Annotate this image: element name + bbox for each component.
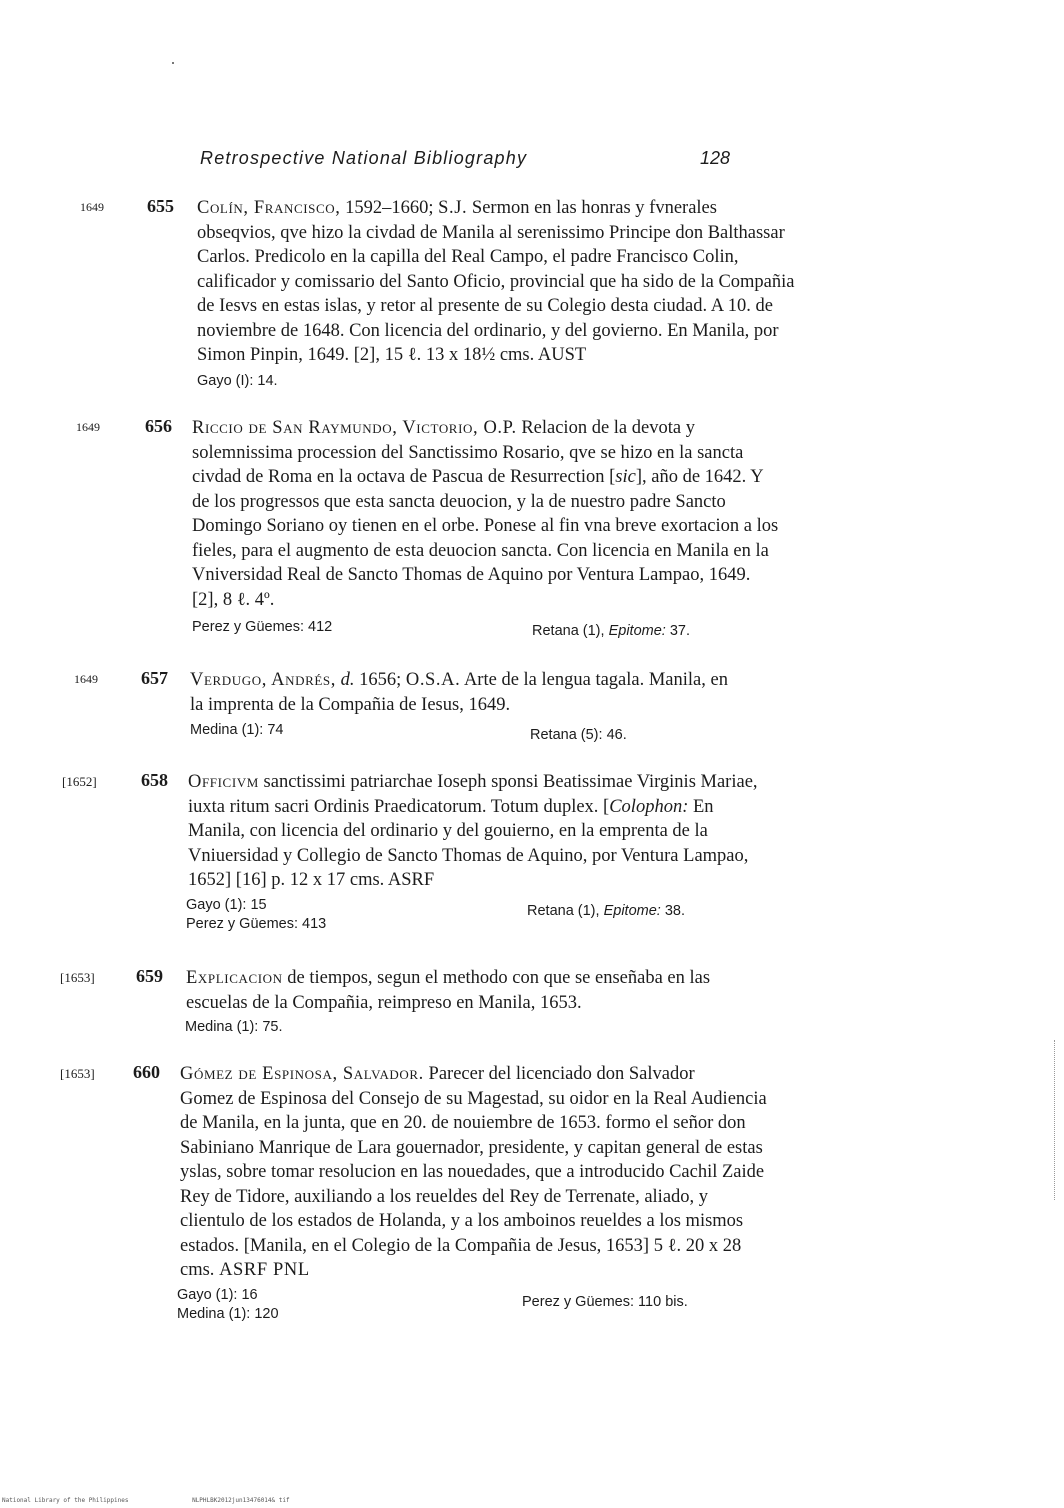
citation-line: Manila, con licencia del ordinario y del gouierno, en la emprenta de la	[188, 821, 708, 841]
citation-line: de Manila, en la junta, que en 20. de nouiembre de 1653. formo el señor don	[180, 1113, 746, 1133]
entry-citation	[180, 1062, 840, 1283]
entry-references	[192, 618, 332, 637]
entry-year: [1652]	[62, 774, 97, 789]
running-header-title: Retrospective National Bibliography	[200, 148, 528, 168]
entry-references-right	[527, 902, 685, 921]
entry-year: [1653]	[60, 970, 95, 985]
entry-references-right	[532, 622, 690, 641]
reference-right: Perez y Güemes: 110 bis.	[522, 1294, 688, 1310]
citation-line: Gomez de Espinosa del Consejo de su Magestad, su oidor en la Real Audiencia	[180, 1088, 767, 1109]
footer-library: National Library of the Philippines	[2, 1497, 129, 1504]
reference-left: Perez y Güemes: 413	[186, 916, 327, 932]
entry-references	[185, 1018, 283, 1037]
citation-line: de los progressos que esta sancta deuocion, y la de nuestro padre Sancto	[192, 491, 726, 512]
citation-line: calificador y comissario del Santo Oficio, provincial que ha sido de la Compañia	[197, 271, 795, 292]
reference-left: Gayo (1): 16	[177, 1287, 258, 1303]
reference-right: Retana (1), Epitome: 37.	[532, 623, 690, 639]
entry-year: 1649	[80, 200, 104, 214]
entry-references-right	[530, 726, 627, 745]
reference-left: Medina (1): 74	[190, 722, 284, 738]
citation-line: Gómez de Espinosa, Salvador. Parecer del licenciado don Salvador	[180, 1064, 695, 1084]
citation-line: estados. [Manila, en el Colegio de la Compañia de Jesus, 1653] 5 ℓ. 20 x 28	[180, 1235, 742, 1256]
reference-left: Gayo (I): 14.	[197, 373, 278, 389]
citation-line: noviembre de 1648. Con licencia del ordinario, y del govierno. En Manila, por	[197, 320, 779, 341]
scan-footer	[2, 1497, 350, 1504]
entry-citation	[186, 966, 846, 1015]
entry-references	[197, 372, 278, 391]
entry-year: 1649	[76, 420, 100, 434]
entry-references-right	[522, 1293, 688, 1312]
entry-references	[177, 1286, 279, 1324]
citation-line: Verdugo, Andrés, d. 1656; O.S.A. Arte de la lengua tagala. Manila, en	[190, 670, 728, 690]
entry-number: 658	[141, 770, 168, 790]
citation-line: Rey de Tidore, auxiliando a los reueldes del Rey de Terrenate, aliado, y	[180, 1186, 709, 1207]
reference-left: Medina (1): 75.	[185, 1019, 283, 1035]
citation-line: iuxta ritum sacri Ordinis Praedicatorum. Totum duplex. [Colophon: En	[188, 796, 714, 817]
scan-margin-marks	[1054, 1040, 1056, 1200]
citation-line: Domingo Soriano oy tienen en el orbe. Ponese al fin vna breve exortacion a los	[192, 516, 779, 536]
reference-left: Perez y Güemes: 412	[192, 619, 333, 635]
citation-line: de Iesvs en estas islas, y retor al presente de su Colegio desta ciudad. A 10. de	[197, 296, 773, 316]
entry-number: 655	[147, 196, 174, 216]
citation-line: Vniversidad Real de Sancto Thomas de Aquino por Ventura Lampao, 1649.	[192, 565, 751, 585]
entry-citation	[188, 770, 848, 893]
citation-line: Riccio de San Raymundo, Victorio, O.P. Relacion de la devota y	[192, 418, 695, 438]
citation-line: la imprenta de la Compañia de Iesus, 1649.	[190, 694, 511, 715]
citation-line: Sabiniano Manrique de Lara gouernador, presidente, y capitan general de estas	[180, 1137, 763, 1158]
footer-file-id: NLPHLBK2012jun13476014& tif	[192, 1497, 290, 1504]
citation-line: yslas, sobre tomar resolucion en las nouedades, que a introducido Cachil Zaide	[180, 1162, 765, 1182]
citation-line: fieles, para el augmento de esta deuocion sancta. Con licencia en Manila en la	[192, 540, 769, 561]
page-number: 128	[700, 148, 731, 168]
citation-line: Colín, Francisco, 1592–1660; S.J. Sermon en las honras y fvnerales	[197, 198, 717, 218]
reference-right: Retana (5): 46.	[530, 727, 627, 743]
entry-number: 657	[141, 668, 168, 688]
reference-left: Gayo (1): 15	[186, 897, 267, 913]
entry-number: 659	[136, 966, 163, 986]
citation-line: 1652] [16] p. 12 x 17 cms. ASRF	[188, 870, 435, 890]
entry-year: 1649	[74, 672, 98, 686]
entry-year: [1653]	[60, 1066, 95, 1081]
citation-line: obseqvios, qve hizo la civdad de Manila al serenissimo Principe don Balthassar	[197, 222, 785, 243]
citation-line: Simon Pinpin, 1649. [2], 15 ℓ. 13 x 18½ cms. AUST	[197, 345, 587, 365]
citation-line: Explicacion de tiempos, segun el methodo con que se enseñaba en las	[186, 968, 711, 988]
citation-line: [2], 8 ℓ. 4º.	[192, 589, 275, 610]
citation-line: Carlos. Predicolo en la capilla del Real Campo, el padre Francisco Colin,	[197, 247, 739, 267]
citation-line: Officivm sanctissimi patriarchae Ioseph sponsi Beatissimae Virginis Mariae,	[188, 772, 758, 792]
citation-line: clientulo de los estados de Holanda, y a los amboinos reueldes a los mismos	[180, 1211, 744, 1231]
citation-line: escuelas de la Compañia, reimpreso en Manila, 1653.	[186, 992, 582, 1013]
citation-line: cms. ASRF PNL	[180, 1260, 310, 1280]
citation-line: Vniuersidad y Collegio de Sancto Thomas de Aquino, por Ventura Lampao,	[188, 845, 749, 866]
entry-citation	[190, 668, 850, 717]
citation-line: civdad de Roma en la octava de Pascua de Resurrection [sic], año de 1642. Y	[192, 467, 764, 487]
reference-left: Medina (1): 120	[177, 1306, 279, 1322]
scan-speck	[172, 62, 174, 64]
entry-number: 656	[145, 416, 172, 436]
citation-line: solemnissima procession del Sanctissimo Rosario, qve se hizo en la sancta	[192, 442, 744, 463]
reference-right: Retana (1), Epitome: 38.	[527, 903, 685, 919]
entry-references	[190, 721, 284, 740]
entry-citation	[192, 416, 852, 612]
entry-references	[186, 896, 326, 934]
entry-number: 660	[133, 1062, 160, 1082]
entry-citation	[197, 196, 857, 368]
